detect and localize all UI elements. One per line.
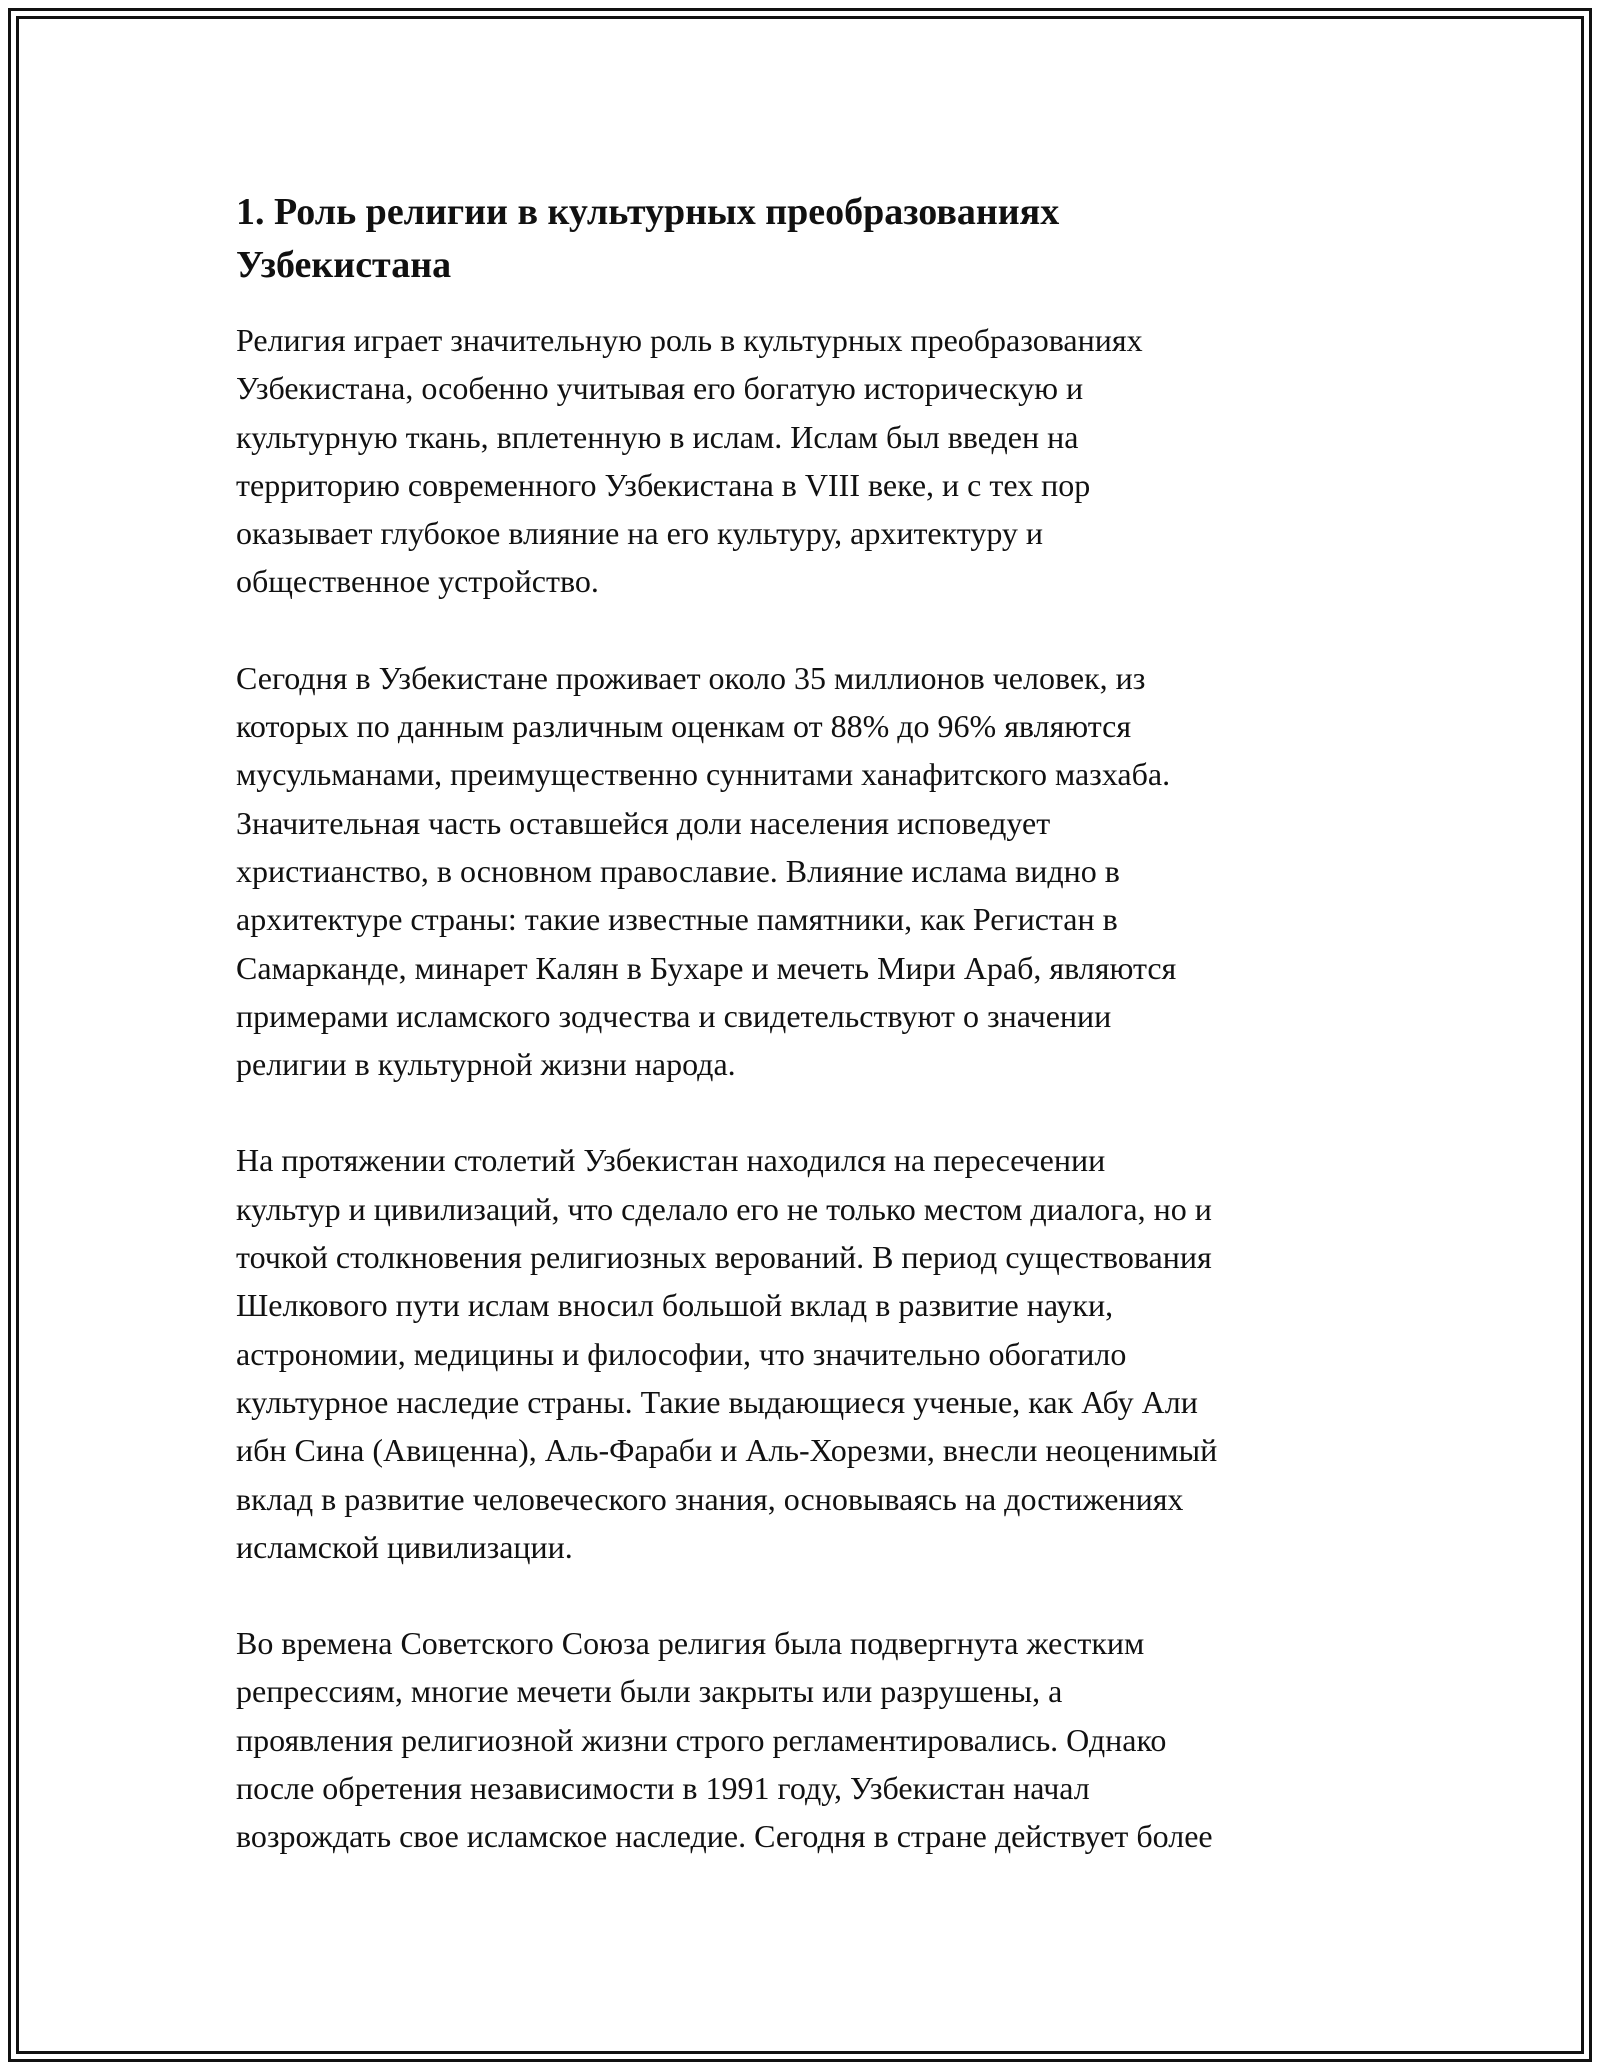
- document-body: [236, 186, 1406, 1861]
- section-heading: 1. Роль религии в культурных преобразованиях Узбекистана: [236, 191, 1060, 286]
- paragraph-3: На протяжении столетий Узбекистан находился на пересечении культур и цивилизаций, что сделало его не только местом диалога, но и точкой столкновения религиозных верований. В период существования Шелкового пути ислам вносил большой вклад в развитие науки, астрономии, медицины и философии, что значительно обогатило культурное наследие страны. Такие выдающиеся ученые, как Абу Али ибн Сина (Авиценна), Аль-Фараби и Аль-Хорезми, внесли неоценимый вклад в развитие человеческого знания, основываясь на достижениях исламской цивилизации.: [236, 1142, 1218, 1565]
- paragraph-1: Религия играет значительную роль в культурных преобразованиях Узбекистана, особенно учитывая его богатую историческую и культурную ткань, вплетенную в ислам. Ислам был введен на территорию современного Узбекистана в VIII веке, и с тех пор оказывает глубокое влияние на его культуру, архитектуру и общественное устройство.: [236, 322, 1143, 600]
- paragraph-4: Во времена Советского Союза религия была подвергнута жестким репрессиям, многие мечети были закрыты или разрушены, а проявления религиозной жизни строго регламентировались. Однако после обретения независимости в 1991 году, Узбекистан начал возрождать свое исламское наследие. Сегодня в стране действует более: [236, 1625, 1213, 1855]
- paragraph-2: Сегодня в Узбекистане проживает около 35 миллионов человек, из которых по данным различным оценкам от 88% до 96% являются мусульманами, преимущественно суннитами ханафитского мазхаба. Значительная часть оставшейся доли населения исповедует христианство, в основном православие. Влияние ислама видно в архитектуре страны: такие известные памятники, как Регистан в Самарканде, минарет Калян в Бухаре и мечеть Мири Араб, являются примерами исламского зодчества и свидетельствуют о значении религии в культурной жизни народа.: [236, 659, 1177, 1083]
